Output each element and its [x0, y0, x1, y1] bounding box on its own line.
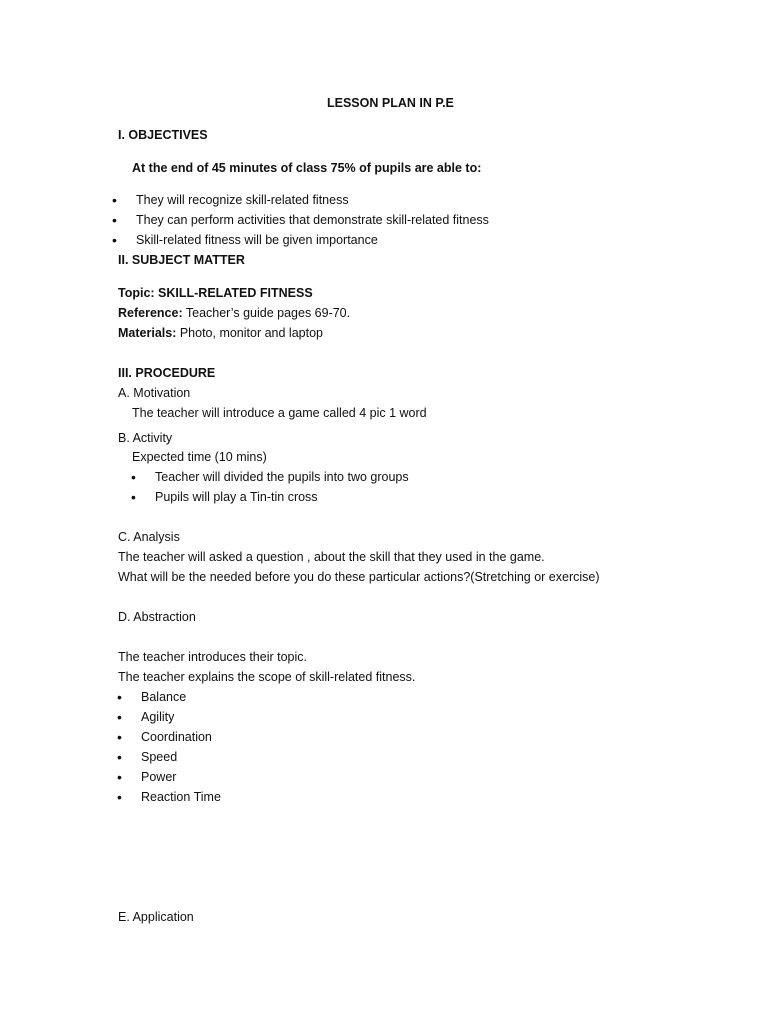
materials-label: Materials: [118, 326, 177, 340]
bullet-icon: • [131, 469, 136, 485]
topic-line: Topic: SKILL-RELATED FITNESS [118, 286, 313, 300]
bullet-icon: • [117, 729, 122, 745]
motivation-text: The teacher will introduce a game called 4 pic 1 word [132, 406, 427, 420]
bullet-icon: • [112, 212, 117, 228]
abstraction-heading: D. Abstraction [118, 610, 196, 624]
reference-value: Teacher’s guide pages 69-70. [182, 306, 351, 320]
bullet-icon: • [117, 749, 122, 765]
abstraction-line: The teacher introduces their topic. [118, 650, 307, 664]
bullet-icon: • [112, 232, 117, 248]
abstraction-item: Reaction Time [141, 790, 221, 804]
analysis-line: What will be the needed before you do these particular actions?(Stretching or exercise) [118, 570, 600, 584]
objectives-intro: At the end of 45 minutes of class 75% of pupils are able to: [132, 161, 482, 175]
activity-time: Expected time (10 mins) [132, 450, 267, 464]
motivation-heading: A. Motivation [118, 386, 191, 400]
bullet-icon: • [112, 192, 117, 208]
objective-item: They will recognize skill-related fitness [136, 193, 349, 207]
objective-item: Skill-related fitness will be given importance [136, 233, 378, 247]
document-title: LESSON PLAN IN P.E [327, 96, 454, 110]
abstraction-item: Agility [141, 710, 175, 724]
bullet-icon: • [117, 769, 122, 785]
activity-item: Pupils will play a Tin-tin cross [155, 490, 318, 504]
reference-label: Reference: [118, 306, 183, 320]
abstraction-line: The teacher explains the scope of skill-related fitness. [118, 670, 416, 684]
abstraction-item: Power [141, 770, 177, 784]
materials-line [118, 325, 323, 341]
procedure-heading: III. PROCEDURE [118, 366, 216, 380]
bullet-icon: • [131, 489, 136, 505]
subject-matter-heading: II. SUBJECT MATTER [118, 253, 245, 267]
bullet-icon: • [117, 789, 122, 805]
analysis-line: The teacher will asked a question , about the skill that they used in the game. [118, 550, 545, 564]
analysis-heading: C. Analysis [118, 530, 180, 544]
materials-value: Photo, monitor and laptop [176, 326, 323, 340]
abstraction-item: Speed [141, 750, 178, 764]
objectives-heading: I. OBJECTIVES [118, 128, 208, 142]
objective-item: They can perform activities that demonstrate skill-related fitness [136, 213, 489, 227]
bullet-icon: • [117, 689, 122, 705]
activity-item: Teacher will divided the pupils into two groups [155, 470, 409, 484]
reference-line [118, 305, 350, 321]
bullet-icon: • [117, 709, 122, 725]
abstraction-item: Balance [141, 690, 187, 704]
application-heading: E. Application [118, 910, 194, 924]
abstraction-item: Coordination [141, 730, 212, 744]
activity-heading: B. Activity [118, 431, 173, 445]
